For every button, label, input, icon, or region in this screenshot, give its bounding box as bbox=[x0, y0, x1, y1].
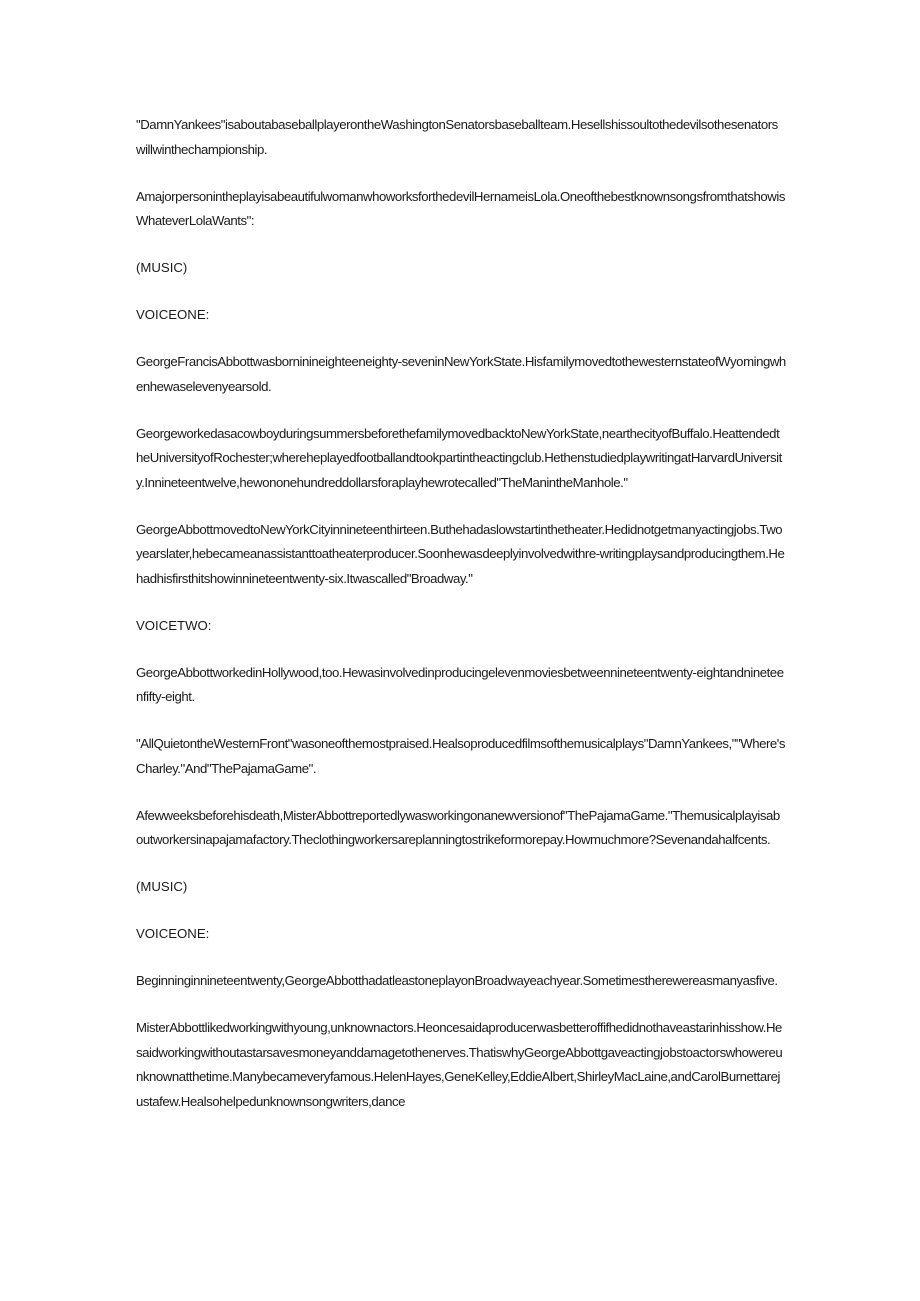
speaker-label: VOICEONE: bbox=[136, 926, 210, 941]
paragraph: MisterAbbottlikedworkingwithyoung,unknownactors.Heoncesaidaproducerwasbetteroffifhedidnothaveastarinhisshow.Hesaidworkingwithoutastarsavesmoneyanddamagetothenerves.ThatiswhyGeorgeAbbottgaveactingjobstoactorswhowereunknownatthetime.Manybecameveryfamous.HelenHayes,GeneKelley,EddieAlbert,ShirleyMacLaine,andCarolBurnettarejustafew.Healsohelpedunknownsongwriters,dance bbox=[136, 1020, 783, 1109]
speaker-label: VOICEONE: bbox=[136, 307, 210, 322]
paragraph: "AllQuietontheWesternFront"wasoneofthemostpraised.Healsoproducedfilmsofthemusicalplays"DamnYankees,""Where'sCharley."And"ThePajamaGame". bbox=[136, 736, 785, 776]
paragraph: AmajorpersonintheplayisabeautifulwomanwhoworksforthedevilHernameisLola.OneofthebestknownsongsfromthatshowisWhateverLolaWants": bbox=[136, 188, 785, 228]
document-body bbox=[136, 113, 786, 1137]
paragraph: GeorgeworkedasacowboyduringsummersbeforethefamilymovedbacktoNewYorkState,nearthecityofBuffalo.HeattendedtheUniversityofRochester;whereheplayedfootballandtookpartintheactingclub.HethenstudiedplaywritingatHarvardUniversity.Innineteentwelve,hewononehundreddollarsforaplayhewrotecalled"TheManintheManhole." bbox=[136, 425, 782, 490]
music-cue: (MUSIC) bbox=[136, 260, 188, 275]
paragraph: "DamnYankees"isaboutabaseballplayerontheWashingtonSenatorsbaseballteam.Hesellshissoultothedevilsothesenatorswillwinthechampionship. bbox=[136, 117, 778, 157]
paragraph: Afewweeksbeforehisdeath,MisterAbbottreportedlywasworkingonanewversionof"ThePajamaGame."Themusicalplayisaboutworkersinapajamafactory.Theclothingworkersareplanningtostrikeformorepay.Howmuchmore?Sevenandahalfcents. bbox=[136, 807, 780, 847]
music-cue: (MUSIC) bbox=[136, 879, 188, 894]
paragraph: GeorgeAbbottworkedinHollywood,too.Hewasinvolvedinproducingelevenmoviesbetweennineteentwenty-eightandnineteenfifty-eight. bbox=[136, 664, 784, 704]
paragraph: GeorgeFrancisAbbottwasborninineighteeneighty-seveninNewYorkState.HisfamilymovedtothewesternstateofWyomingwhenhewaselevenyearsold. bbox=[136, 354, 786, 394]
speaker-label: VOICETWO: bbox=[136, 617, 212, 633]
paragraph: GeorgeAbbottmovedtoNewYorkCityinnineteenthirteen.Buthehadaslowstartinthetheater.Hedidnotgetmanyactingjobs.Twoyearslater,hebecameanassistanttoatheaterproducer.Soonhewasdeeplyinvolvedwithre-writingplaysandproducingthem.Hehadhisfirsthitshowinnineteentwenty-six.Itwascalled"Broadway." bbox=[136, 521, 785, 586]
paragraph: Beginninginnineteentwenty,GeorgeAbbotthadatleastoneplayonBroadwayeachyear.Sometimestherewereasmanyasfive. bbox=[136, 973, 778, 988]
